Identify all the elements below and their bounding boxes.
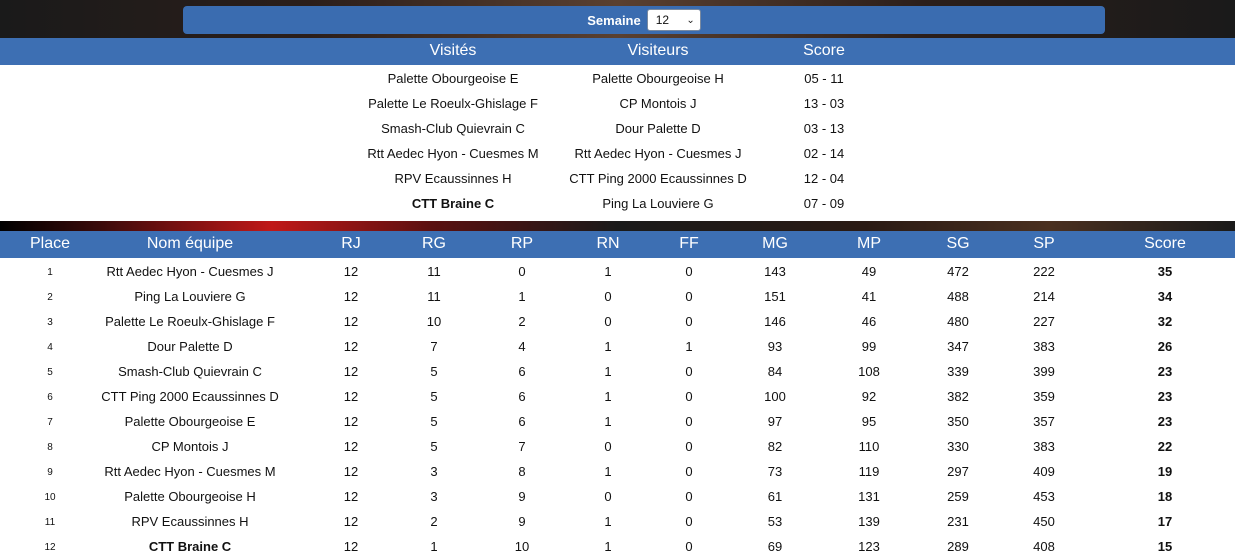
cell-rg: 7 [430, 339, 438, 354]
week-selector-bar [183, 6, 1105, 34]
match-home-team: Palette Le Roeulx-Ghislage F [368, 96, 538, 111]
cell-sp: 453 [1033, 489, 1055, 504]
cell-ff: 0 [685, 314, 693, 329]
cell-rj: 12 [343, 289, 359, 304]
cell-sp: 359 [1033, 389, 1055, 404]
cell-sg: 259 [947, 489, 969, 504]
cell-rj: 12 [343, 464, 359, 479]
cell-rp: 9 [518, 514, 526, 529]
match-away-team: CP Montois J [619, 96, 697, 111]
table-row [0, 509, 1235, 534]
cell-team: Palette Le Roeulx-Ghislage F [105, 314, 275, 329]
cell-mp: 99 [861, 339, 877, 354]
cell-rp: 4 [518, 339, 526, 354]
table-row [0, 359, 1235, 384]
cell-rn: 1 [604, 414, 612, 429]
match-score: 07 - 09 [803, 196, 845, 211]
cell-mg: 151 [764, 289, 786, 304]
cell-rj: 12 [343, 314, 359, 329]
cell-sg: 350 [947, 414, 969, 429]
cell-score: 19 [1157, 464, 1173, 479]
cell-score: 22 [1157, 439, 1173, 454]
cell-sp: 409 [1033, 464, 1055, 479]
cell-score: 23 [1157, 364, 1173, 379]
cell-team: Dour Palette D [147, 339, 233, 354]
cell-rn: 1 [604, 389, 612, 404]
cell-score: 34 [1157, 289, 1173, 304]
match-row [0, 66, 1235, 91]
cell-team: CTT Braine C [148, 539, 232, 554]
header-mg: MG [762, 235, 788, 252]
cell-ff: 0 [685, 289, 693, 304]
match-home-team: RPV Ecaussinnes H [394, 171, 512, 186]
cell-mp: 49 [861, 264, 877, 279]
cell-mg: 143 [764, 264, 786, 279]
week-label: Semaine [587, 12, 641, 28]
cell-sp: 227 [1033, 314, 1055, 329]
cell-rg: 1 [430, 539, 438, 554]
cell-rn: 0 [604, 314, 612, 329]
cell-score: 18 [1157, 489, 1173, 504]
cell-place: 8 [47, 442, 53, 453]
cell-score: 23 [1157, 414, 1173, 429]
cell-rg: 5 [430, 389, 438, 404]
match-home-team: Rtt Aedec Hyon - Cuesmes M [367, 146, 539, 161]
cell-rg: 10 [426, 314, 442, 329]
cell-score: 35 [1157, 264, 1173, 279]
cell-ff: 1 [685, 339, 693, 354]
cell-team: Palette Obourgeoise E [124, 414, 256, 429]
cell-mg: 73 [767, 464, 783, 479]
cell-mg: 100 [764, 389, 786, 404]
table-row [0, 384, 1235, 409]
header-away: Visiteurs [627, 42, 689, 59]
header-place: Place [29, 235, 71, 252]
ranking-header [0, 231, 1235, 258]
match-row [0, 91, 1235, 116]
week-select[interactable] [647, 9, 701, 31]
header-rn: RN [596, 235, 620, 252]
cell-ff: 0 [685, 389, 693, 404]
cell-sg: 339 [947, 364, 969, 379]
cell-rn: 1 [604, 364, 612, 379]
cell-rn: 0 [604, 439, 612, 454]
cell-team: RPV Ecaussinnes H [131, 514, 249, 529]
cell-sg: 297 [947, 464, 969, 479]
table-row [0, 309, 1235, 334]
cell-rp: 7 [518, 439, 526, 454]
cell-place: 7 [47, 417, 53, 428]
cell-ff: 0 [685, 539, 693, 554]
table-row [0, 409, 1235, 434]
header-score-col: Score [1144, 235, 1186, 252]
cell-mp: 131 [858, 489, 880, 504]
cell-mg: 146 [764, 314, 786, 329]
match-row [0, 116, 1235, 141]
table-row [0, 484, 1235, 509]
cell-place: 3 [47, 317, 53, 328]
cell-mp: 119 [858, 464, 880, 479]
cell-rj: 12 [343, 364, 359, 379]
header-sg: SG [946, 235, 970, 252]
match-score: 03 - 13 [803, 121, 845, 136]
match-home-team: CTT Braine C [411, 196, 495, 211]
matches-header [0, 38, 1235, 65]
cell-ff: 0 [685, 264, 693, 279]
cell-rn: 0 [604, 489, 612, 504]
cell-ff: 0 [685, 489, 693, 504]
cell-rj: 12 [343, 414, 359, 429]
match-away-team: Dour Palette D [615, 121, 701, 136]
cell-rn: 1 [604, 514, 612, 529]
cell-team: Smash-Club Quievrain C [118, 364, 262, 379]
cell-mp: 95 [861, 414, 877, 429]
cell-rg: 5 [430, 414, 438, 429]
cell-rn: 1 [604, 539, 612, 554]
decorative-band [0, 221, 1235, 231]
cell-sp: 222 [1033, 264, 1055, 279]
match-away-team: CTT Ping 2000 Ecaussinnes D [569, 171, 747, 186]
cell-place: 12 [44, 542, 56, 553]
cell-mp: 46 [861, 314, 877, 329]
cell-team: Rtt Aedec Hyon - Cuesmes M [104, 464, 276, 479]
match-score: 02 - 14 [803, 146, 845, 161]
cell-team: CTT Ping 2000 Ecaussinnes D [101, 389, 279, 404]
cell-mp: 110 [858, 439, 880, 454]
cell-rg: 5 [430, 439, 438, 454]
cell-sp: 357 [1033, 414, 1055, 429]
cell-rp: 1 [518, 289, 526, 304]
cell-place: 9 [47, 467, 53, 478]
match-row [0, 191, 1235, 216]
cell-sg: 289 [947, 539, 969, 554]
cell-rp: 6 [518, 414, 526, 429]
match-score: 05 - 11 [804, 71, 844, 86]
cell-rp: 0 [518, 264, 526, 279]
table-row [0, 434, 1235, 459]
match-away-team: Palette Obourgeoise H [592, 71, 724, 86]
cell-score: 26 [1157, 339, 1173, 354]
match-away-team: Rtt Aedec Hyon - Cuesmes J [574, 146, 742, 161]
cell-sp: 214 [1033, 289, 1055, 304]
cell-ff: 0 [685, 364, 693, 379]
cell-place: 4 [47, 342, 53, 353]
cell-rj: 12 [343, 539, 359, 554]
cell-team: Palette Obourgeoise H [124, 489, 256, 504]
cell-mp: 108 [858, 364, 880, 379]
cell-score: 23 [1157, 389, 1173, 404]
cell-rn: 0 [604, 289, 612, 304]
table-row [0, 284, 1235, 309]
header-team: Nom équipe [146, 235, 234, 252]
cell-mp: 41 [861, 289, 877, 304]
header-sp: SP [1033, 235, 1055, 252]
cell-score: 32 [1157, 314, 1173, 329]
cell-mg: 82 [767, 439, 783, 454]
cell-ff: 0 [685, 414, 693, 429]
cell-place: 1 [47, 267, 53, 278]
cell-place: 6 [47, 392, 53, 403]
match-away-team: Ping La Louviere G [602, 196, 714, 211]
cell-rp: 6 [518, 389, 526, 404]
cell-rg: 11 [427, 289, 441, 304]
cell-score: 17 [1157, 514, 1173, 529]
header-mp: MP [857, 235, 881, 252]
cell-rj: 12 [343, 339, 359, 354]
cell-team: Rtt Aedec Hyon - Cuesmes J [106, 264, 274, 279]
cell-place: 5 [47, 367, 53, 378]
cell-sg: 480 [947, 314, 969, 329]
cell-sg: 382 [947, 389, 969, 404]
cell-rg: 11 [427, 264, 441, 279]
cell-rg: 2 [430, 514, 438, 529]
cell-place: 10 [44, 492, 56, 503]
cell-sp: 450 [1033, 514, 1055, 529]
cell-score: 15 [1157, 539, 1173, 554]
chevron-down-icon: ⌄ [686, 14, 695, 26]
table-row [0, 259, 1235, 284]
cell-rj: 12 [343, 439, 359, 454]
cell-ff: 0 [685, 464, 693, 479]
match-score: 13 - 03 [803, 96, 845, 111]
header-ff: FF [679, 235, 699, 252]
cell-mg: 69 [767, 539, 783, 554]
match-home-team: Palette Obourgeoise E [387, 71, 519, 86]
cell-mp: 92 [861, 389, 877, 404]
cell-sp: 399 [1033, 364, 1055, 379]
cell-place: 2 [47, 292, 53, 303]
cell-sp: 383 [1033, 439, 1055, 454]
cell-rn: 1 [604, 464, 612, 479]
cell-sp: 408 [1033, 539, 1055, 554]
table-row [0, 534, 1235, 559]
cell-rj: 12 [343, 389, 359, 404]
cell-sg: 330 [947, 439, 969, 454]
cell-sp: 383 [1033, 339, 1055, 354]
cell-rp: 6 [518, 364, 526, 379]
header-rp: RP [510, 235, 534, 252]
cell-sg: 347 [947, 339, 969, 354]
cell-rp: 8 [518, 464, 526, 479]
cell-ff: 0 [685, 439, 693, 454]
cell-rn: 1 [604, 264, 612, 279]
cell-rp: 9 [518, 489, 526, 504]
match-home-team: Smash-Club Quievrain C [381, 121, 525, 136]
table-row [0, 459, 1235, 484]
cell-rj: 12 [343, 514, 359, 529]
header-rg: RG [422, 235, 446, 252]
cell-rg: 5 [430, 364, 438, 379]
week-select-value: 12 [655, 13, 670, 27]
cell-mg: 84 [767, 364, 783, 379]
cell-sg: 231 [947, 514, 969, 529]
cell-sg: 472 [947, 264, 969, 279]
match-row [0, 166, 1235, 191]
cell-ff: 0 [685, 514, 693, 529]
cell-mg: 97 [767, 414, 783, 429]
cell-place: 11 [44, 517, 56, 528]
header-score: Score [803, 42, 845, 59]
cell-rj: 12 [343, 489, 359, 504]
cell-rp: 2 [518, 314, 526, 329]
cell-team: Ping La Louviere G [134, 289, 246, 304]
cell-rn: 1 [604, 339, 612, 354]
header-home: Visités [429, 42, 477, 59]
cell-rg: 3 [430, 489, 438, 504]
cell-rp: 10 [514, 539, 530, 554]
cell-mg: 61 [767, 489, 783, 504]
match-score: 12 - 04 [803, 171, 845, 186]
cell-rj: 12 [343, 264, 359, 279]
cell-mg: 93 [767, 339, 783, 354]
cell-mp: 123 [858, 539, 880, 554]
match-row [0, 141, 1235, 166]
cell-sg: 488 [947, 289, 969, 304]
cell-team: CP Montois J [151, 439, 229, 454]
cell-mg: 53 [767, 514, 783, 529]
cell-rg: 3 [430, 464, 438, 479]
table-row [0, 334, 1235, 359]
header-rj: RJ [341, 235, 361, 252]
cell-mp: 139 [858, 514, 880, 529]
